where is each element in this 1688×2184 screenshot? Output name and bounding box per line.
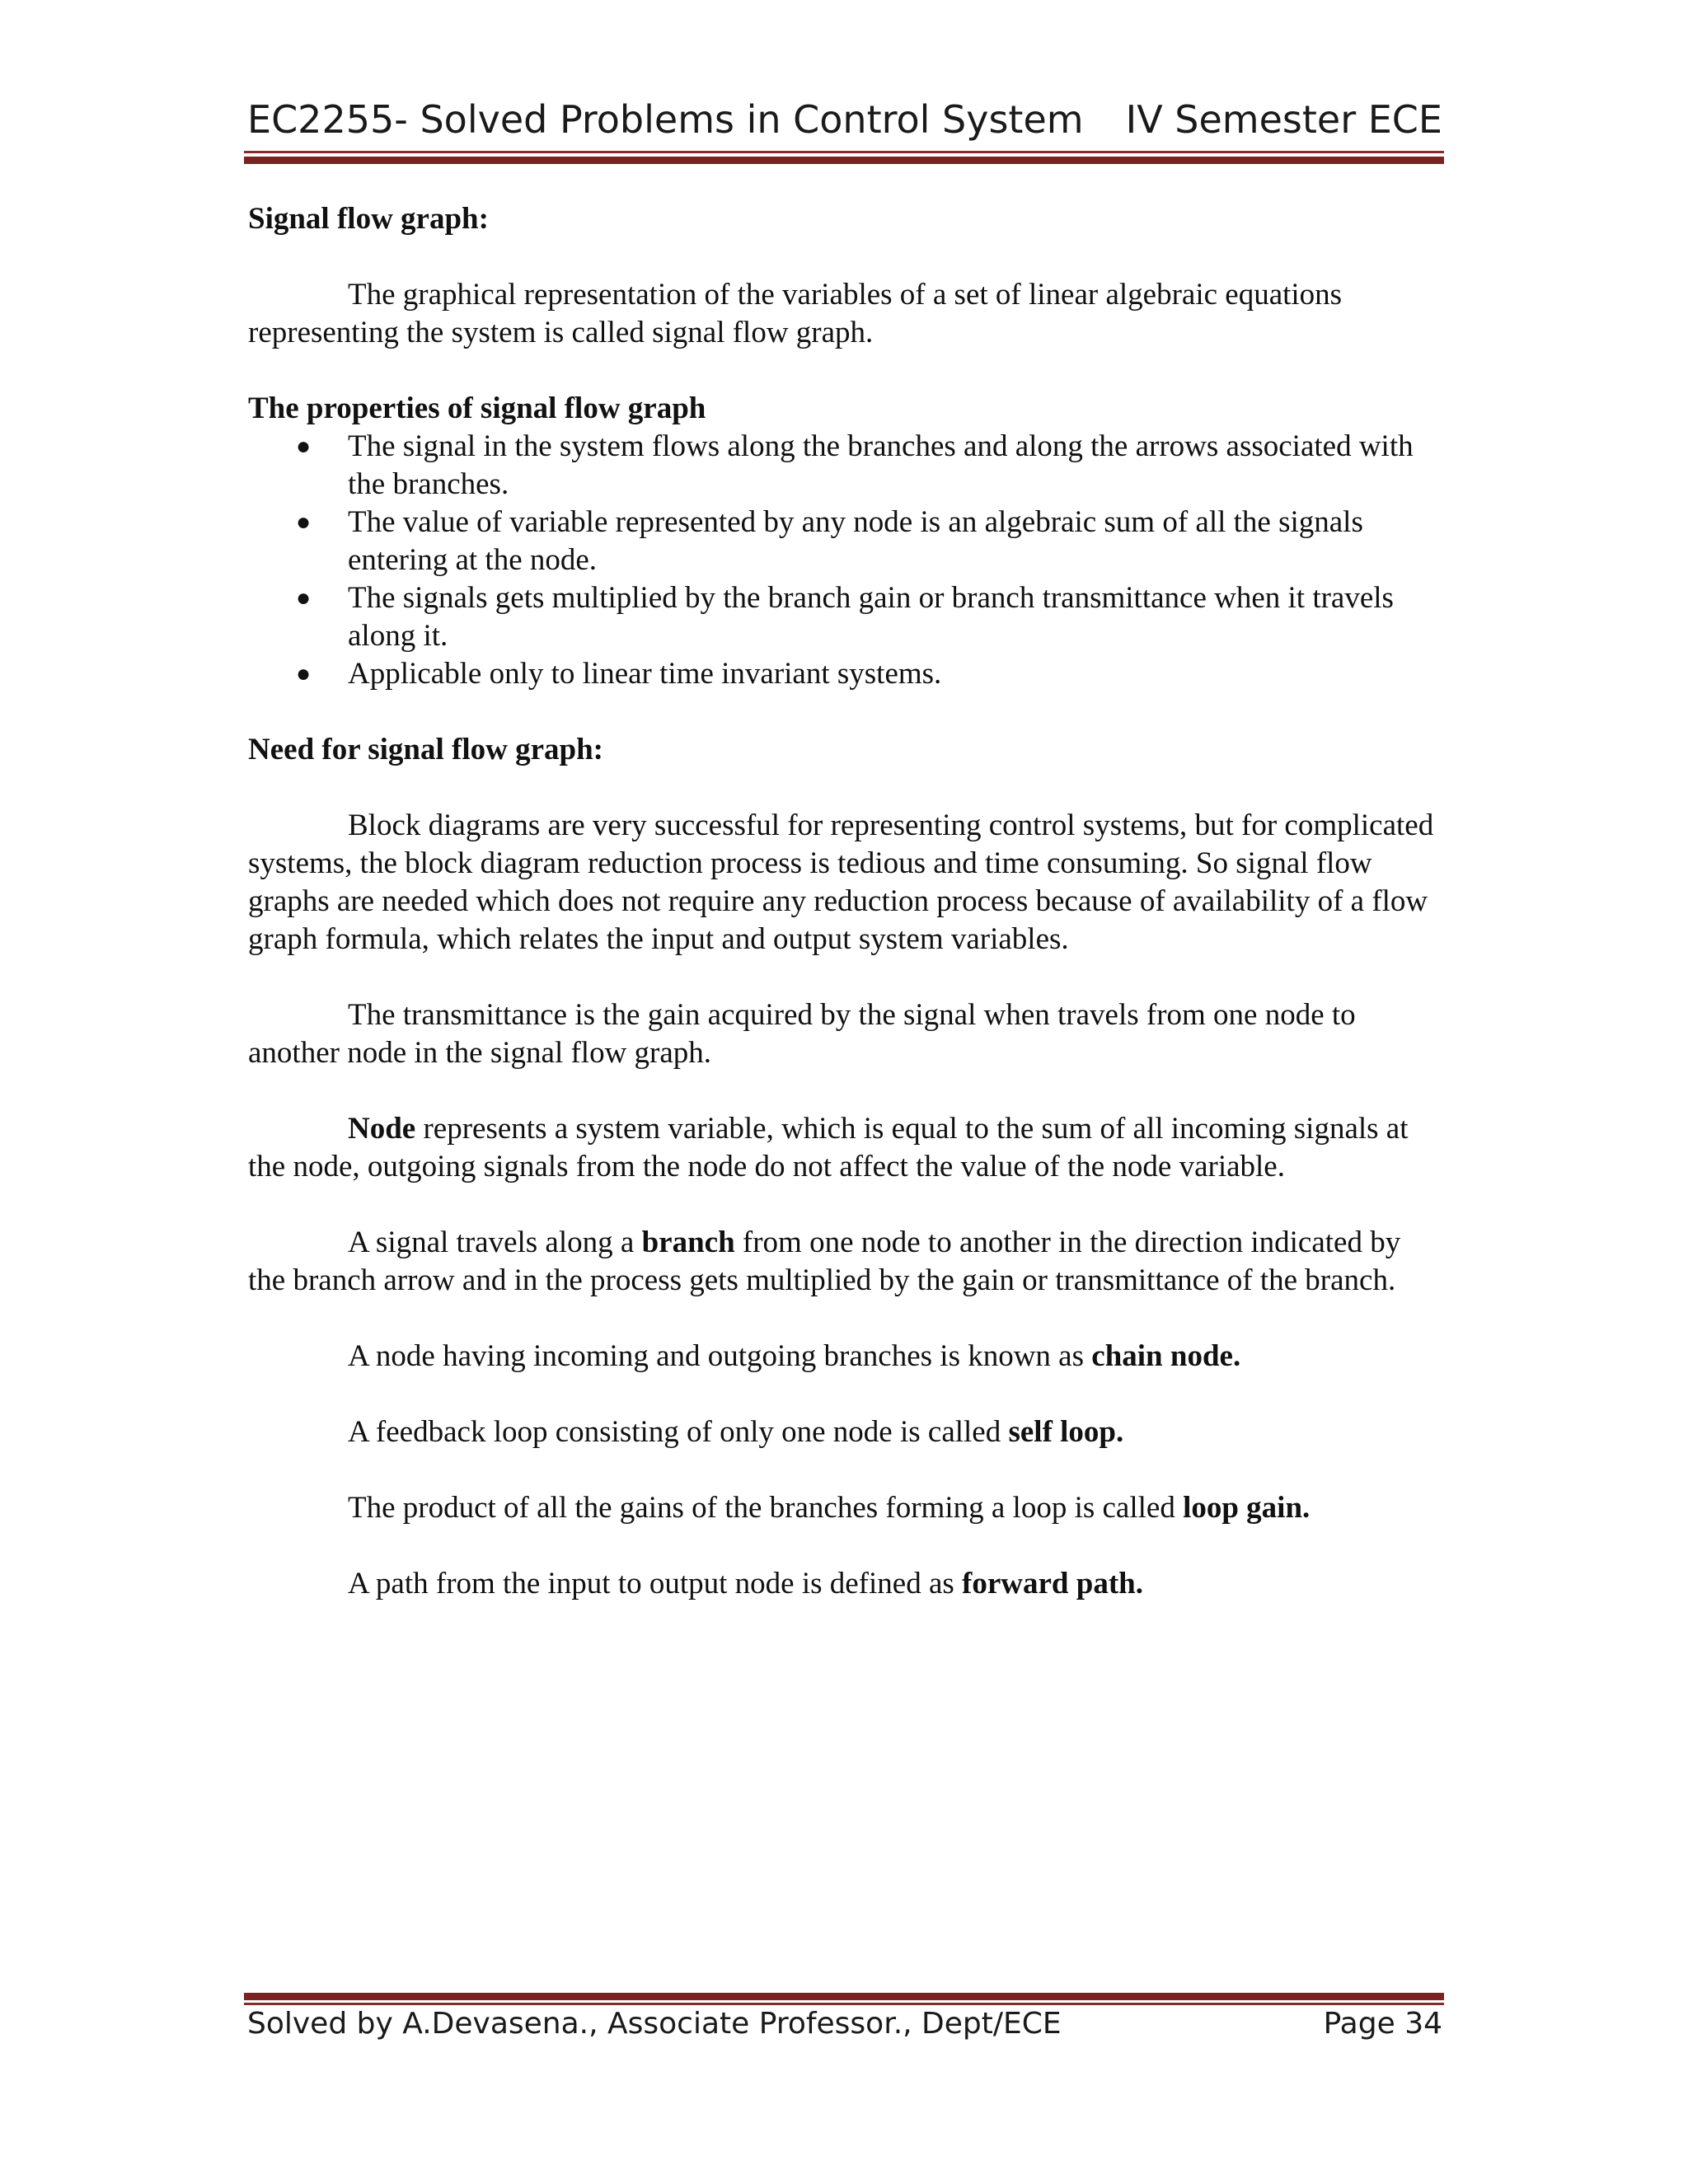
list-item-text: Applicable only to linear time invariant systems.: [348, 657, 942, 691]
header-semester: IV Semester ECE: [1125, 97, 1442, 142]
footer-rule-thick: [244, 1993, 1444, 2000]
loop-gain-term: loop gain.: [1183, 1491, 1311, 1525]
heading-signal-flow-graph: Signal flow graph:: [248, 202, 489, 236]
branch-text-after: from one node to another in the direction indicated by the branch arrow and in the process gets multiplied by the gain or transmittance of the branch.: [248, 1226, 1401, 1297]
chain-node-text: A node having incoming and outgoing branches is known as: [348, 1339, 1092, 1373]
page-header: [247, 89, 1442, 155]
heading-properties: The properties of signal flow graph: [248, 391, 706, 425]
properties-list: [248, 428, 1443, 693]
bullet-icon: ●: [296, 584, 312, 612]
branch-text-before: A signal travels along a: [348, 1226, 642, 1259]
node-text: represents a system variable, which is equal to the sum of all incoming signals at the node, outgoing signals from the node do not affect the value of the node variable.: [248, 1112, 1409, 1183]
list-item: [248, 428, 1443, 504]
forward-path-text: A path from the input to output node is defined as: [348, 1567, 963, 1601]
footer-rule-thin: [244, 2003, 1444, 2005]
list-item-text: The signal in the system flows along the branches and along the arrows associated with the branches.: [348, 429, 1414, 501]
header-rule-thick: [244, 157, 1444, 164]
definition-paragraph: The graphical representation of the variables of a set of linear algebraic equations representing the system is called signal flow graph.: [248, 278, 1343, 349]
bullet-icon: ●: [296, 509, 312, 536]
self-loop-paragraph: [248, 1413, 1443, 1451]
loop-gain-paragraph: [248, 1489, 1443, 1527]
list-item: [248, 655, 1443, 693]
self-loop-text: A feedback loop consisting of only one node is called: [348, 1415, 1009, 1449]
branch-term: branch: [641, 1226, 735, 1259]
bullet-icon: ●: [296, 433, 312, 460]
chain-node-paragraph: [248, 1338, 1443, 1376]
page-number: Page 34: [1323, 2007, 1442, 2041]
heading-need: Need for signal flow graph:: [248, 733, 603, 766]
header-title: EC2255- Solved Problems in Control System: [247, 97, 1084, 142]
list-item: [248, 504, 1443, 579]
self-loop-term: self loop.: [1008, 1415, 1124, 1449]
bullet-icon: ●: [296, 660, 312, 687]
list-item: [248, 579, 1443, 655]
list-item-text: The value of variable represented by any node is an algebraic sum of all the signals entering at the node.: [348, 505, 1363, 577]
loop-gain-text: The product of all the gains of the branches forming a loop is called: [348, 1491, 1184, 1525]
branch-paragraph: [248, 1224, 1443, 1300]
forward-path-term: forward path.: [962, 1567, 1143, 1601]
node-paragraph: [248, 1110, 1443, 1186]
node-term: Node: [348, 1112, 416, 1146]
footer-author: Solved by A.Devasena., Associate Professor., Dept/ECE: [247, 2007, 1062, 2041]
need-paragraph: Block diagrams are very successful for representing control systems, but for complicated systems, the block diagram reduction process is tedious and time consuming. So signal flow graphs are needed which does not require any reduction process because of availability of a flow graph formula, which relates the input and output system variables.: [248, 808, 1434, 956]
page-body: [248, 200, 1443, 1603]
transmittance-paragraph: The transmittance is the gain acquired by the signal when travels from one node to another node in the signal flow graph.: [248, 998, 1356, 1070]
list-item-text: The signals gets multiplied by the branch gain or branch transmittance when it travels along it.: [348, 581, 1394, 653]
header-rule-thin: [244, 151, 1444, 153]
chain-node-term: chain node.: [1091, 1339, 1241, 1373]
forward-path-paragraph: [248, 1565, 1443, 1603]
